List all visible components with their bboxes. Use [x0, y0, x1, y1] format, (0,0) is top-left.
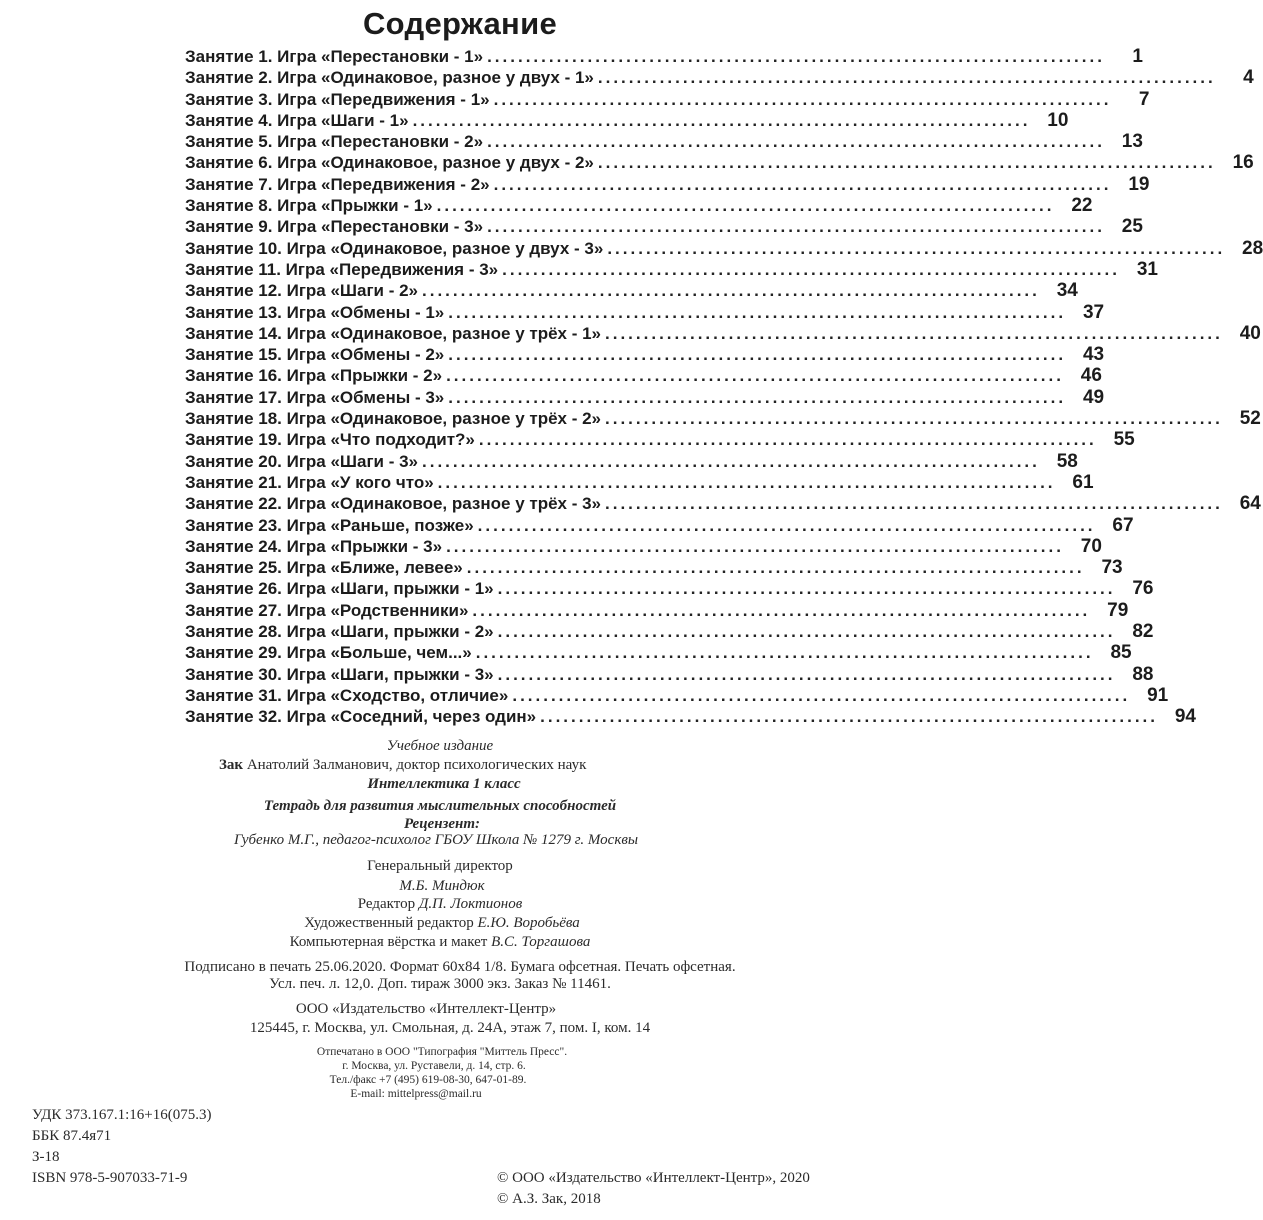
toc-entry-title: Занятие 15. Игра «Обмены - 2» — [185, 345, 445, 365]
toc-entry-title: Занятие 24. Игра «Прыжки - 3» — [185, 536, 443, 556]
toc-entry-title: Занятие 23. Игра «Раньше, позже» — [185, 515, 474, 535]
toc-leader-dots: ................................................................................ — [412, 110, 1031, 130]
toc-page-number: 10 — [1047, 109, 1069, 131]
toc-leader-dots: ................................................................................ — [487, 132, 1105, 152]
toc-entry-title: Занятие 2. Игра «Одинаковое, разное у двух - 1» — [185, 68, 594, 88]
toc-leader-dots: ................................................................................ — [607, 238, 1226, 258]
toc-entry — [185, 557, 1123, 579]
toc-entry — [185, 471, 1094, 493]
toc-entry-title: Занятие 22. Игра «Одинаковое, разное у трёх - 3» — [185, 494, 602, 514]
art-editor-label: Художественный редактор — [304, 915, 474, 931]
toc-page-number: 67 — [1112, 514, 1134, 536]
editor-line — [0, 896, 900, 913]
toc-page-number: 13 — [1121, 131, 1143, 153]
toc-leader-dots: ................................................................................ — [497, 579, 1116, 599]
toc-page-number: 73 — [1101, 557, 1123, 579]
toc-entry — [185, 258, 1158, 280]
toc-leader-dots: ................................................................................ — [446, 366, 1064, 386]
toc-entry — [185, 46, 1143, 67]
page-title: Содержание — [363, 6, 557, 41]
toc-entry — [185, 365, 1102, 387]
toc-leader-dots: ................................................................................ — [466, 558, 1085, 578]
isbn: ISBN 978-5-907033-71-9 — [32, 1170, 188, 1186]
print-info-1: Подписано в печать 25.06.2020. Формат 60х84 1/8. Бумага офсетная. Печать офсетная. — [184, 959, 736, 975]
toc-entry — [185, 429, 1135, 451]
toc-leader-dots: ................................................................................ — [437, 472, 1056, 492]
toc-entry-title: Занятие 29. Игра «Больше, чем...» — [185, 643, 472, 663]
publisher-address: 125445, г. Москва, ул. Смольная, д. 24А, этаж 7, пом. I, ком. 14 — [249, 1020, 651, 1036]
classification-codes — [32, 1107, 211, 1191]
toc-entry — [185, 642, 1132, 664]
toc-page-number: 40 — [1239, 322, 1261, 344]
book-subtitle: Тетрадь для развития мыслительных способностей — [263, 798, 617, 814]
toc-page-number: 46 — [1080, 365, 1102, 387]
toc-entry — [185, 663, 1154, 685]
author-surname: Зак — [219, 757, 244, 773]
toc-entry-title: Занятие 19. Игра «Что подходит?» — [185, 430, 475, 450]
toc-entry-title: Занятие 9. Игра «Перестановки - 3» — [185, 217, 484, 237]
toc-entry — [185, 88, 1150, 110]
toc-page-number: 55 — [1113, 429, 1135, 451]
toc-entry — [185, 237, 1263, 259]
printer-phone: Тел./факс +7 (495) 619-08-30, 647-01-89. — [329, 1074, 527, 1086]
printer-address: г. Москва, ул. Руставели, д. 14, стр. 6. — [342, 1060, 526, 1072]
toc-page-number: 16 — [1232, 152, 1254, 174]
copyright-block — [497, 1170, 810, 1212]
toc-leader-dots: ................................................................................ — [448, 302, 1067, 322]
toc-page-number: 58 — [1056, 450, 1078, 472]
toc-page-number: 1 — [1132, 46, 1143, 67]
reviewer-label: Рецензент: — [403, 816, 481, 832]
toc-entry — [185, 450, 1078, 472]
toc-entry-title: Занятие 27. Игра «Родственники» — [185, 600, 469, 620]
toc-entry — [185, 131, 1143, 153]
toc-leader-dots: ................................................................................ — [597, 153, 1216, 173]
toc-page-number: 94 — [1174, 706, 1196, 728]
layout-name: В.С. Торгашова — [491, 934, 591, 950]
toc-page-number: 61 — [1072, 471, 1094, 493]
toc-page-number: 19 — [1128, 173, 1150, 195]
toc-leader-dots: ................................................................................ — [493, 89, 1112, 109]
toc-page-number: 88 — [1132, 663, 1154, 685]
toc-entry-title: Занятие 16. Игра «Прыжки - 2» — [185, 366, 443, 386]
toc-entry — [185, 344, 1105, 366]
toc-page-number: 22 — [1071, 195, 1093, 217]
toc-leader-dots: ................................................................................ — [605, 323, 1223, 343]
toc-entry — [185, 280, 1078, 302]
toc-leader-dots: ................................................................................ — [448, 387, 1067, 407]
toc-entry-title: Занятие 14. Игра «Одинаковое, разное у трёх - 1» — [185, 323, 602, 343]
copyright-publisher: © ООО «Издательство «Интеллект-Центр», 2020 — [497, 1170, 810, 1186]
toc-entry — [185, 535, 1102, 557]
author-mark: З-18 — [32, 1149, 60, 1165]
toc-entry-title: Занятие 8. Игра «Прыжки - 1» — [185, 196, 433, 216]
toc-entry — [185, 621, 1154, 643]
director-name: М.Б. Миндюк — [399, 878, 485, 894]
copyright-author: © А.З. Зак, 2018 — [497, 1191, 601, 1207]
toc-leader-dots: ................................................................................ — [475, 643, 1094, 663]
toc-entry-title: Занятие 30. Игра «Шаги, прыжки - 3» — [185, 664, 494, 684]
art-editor-line — [0, 915, 902, 932]
toc-entry-title: Занятие 20. Игра «Шаги - 3» — [185, 451, 419, 471]
toc-leader-dots: ................................................................................ — [497, 622, 1116, 642]
toc-entry — [185, 684, 1169, 706]
toc-entry-title: Занятие 10. Игра «Одинаковое, разное у двух - 3» — [185, 238, 604, 258]
toc-leader-dots: ................................................................................ — [478, 430, 1097, 450]
toc-entry — [185, 578, 1154, 600]
editor-label: Редактор — [357, 896, 416, 912]
toc-entry — [185, 152, 1254, 174]
toc-entry — [185, 514, 1134, 536]
toc-entry — [185, 706, 1196, 728]
toc-entry-title: Занятие 25. Игра «Ближе, левее» — [185, 558, 463, 578]
editor-name: Д.П. Локтионов — [418, 896, 523, 912]
toc-page-number: 91 — [1147, 684, 1169, 706]
author-line — [219, 757, 586, 774]
toc-leader-dots: ................................................................................ — [436, 196, 1055, 216]
toc-leader-dots: ................................................................................ — [540, 707, 1158, 727]
toc-entry — [185, 493, 1261, 515]
book-title: Интеллектика 1 класс — [367, 776, 521, 792]
toc-leader-dots: ................................................................................ — [446, 536, 1064, 556]
reviewer: Губенко М.Г., педагог-психолог ГБОУ Школа № 1279 г. Москвы — [233, 832, 639, 848]
toc-entry-title: Занятие 1. Игра «Перестановки - 1» — [185, 47, 484, 66]
toc-entry — [185, 301, 1105, 323]
toc-leader-dots: ................................................................................ — [422, 281, 1040, 301]
toc-entry — [185, 599, 1129, 621]
toc-page-number: 79 — [1107, 599, 1129, 621]
toc-leader-dots: ................................................................................ — [472, 600, 1091, 620]
toc-entry-title: Занятие 13. Игра «Обмены - 1» — [185, 302, 445, 322]
toc-page-number: 37 — [1082, 301, 1105, 323]
toc-entry-title: Занятие 4. Игра «Шаги - 1» — [185, 110, 409, 130]
art-editor-name: Е.Ю. Воробьёва — [477, 915, 580, 931]
toc-page-number: 70 — [1080, 535, 1102, 557]
toc-entry-title: Занятие 5. Игра «Перестановки - 2» — [185, 132, 484, 152]
table-of-contents — [185, 46, 1263, 728]
toc-page-number: 28 — [1242, 237, 1263, 259]
toc-leader-dots: ................................................................................ — [487, 47, 1105, 66]
toc-page-number: 64 — [1239, 493, 1261, 515]
toc-entry-title: Занятие 17. Игра «Обмены - 3» — [185, 387, 445, 407]
toc-entry-title: Занятие 28. Игра «Шаги, прыжки - 2» — [185, 622, 494, 642]
toc-entry — [185, 67, 1254, 89]
toc-leader-dots: ................................................................................ — [448, 345, 1067, 365]
toc-page-number: 7 — [1138, 88, 1150, 110]
toc-leader-dots: ................................................................................ — [497, 664, 1116, 684]
toc-leader-dots: ................................................................................ — [512, 685, 1131, 705]
toc-entry-title: Занятие 31. Игра «Сходство, отличие» — [185, 685, 509, 705]
toc-entry-title: Занятие 7. Игра «Передвижения - 2» — [185, 174, 490, 194]
bbk-code: ББК 87.4я71 — [32, 1128, 112, 1144]
toc-page-number: 31 — [1136, 258, 1158, 280]
edition-type: Учебное издание — [386, 738, 494, 754]
toc-entry-title: Занятие 18. Игра «Одинаковое, разное у трёх - 2» — [185, 409, 602, 429]
toc-leader-dots: ................................................................................ — [605, 409, 1223, 429]
toc-page-number: 76 — [1132, 578, 1154, 600]
director-label: Генеральный директор — [367, 858, 513, 874]
udk-code: УДК 373.167.1:16+16(075.3) — [32, 1107, 212, 1123]
printer-name: Отпечатано в ООО "Типография "Миттель Пресс". — [316, 1046, 568, 1058]
toc-page-number: 25 — [1121, 216, 1143, 238]
layout-line — [0, 934, 900, 951]
toc-page-number: 4 — [1243, 67, 1254, 89]
toc-leader-dots: ................................................................................ — [605, 494, 1223, 514]
publisher-name: ООО «Издательство «Интеллект-Центр» — [295, 1001, 557, 1017]
toc-entry — [185, 173, 1150, 195]
toc-entry-title: Занятие 3. Игра «Передвижения - 1» — [185, 89, 490, 109]
toc-entry-title: Занятие 11. Игра «Передвижения - 3» — [185, 259, 499, 279]
toc-leader-dots: ................................................................................ — [422, 451, 1040, 471]
toc-leader-dots: ................................................................................ — [597, 68, 1216, 88]
toc-leader-dots: ................................................................................ — [502, 259, 1120, 279]
toc-entry — [185, 109, 1069, 131]
toc-entry-title: Занятие 21. Игра «У кого что» — [185, 472, 434, 492]
toc-entry — [185, 216, 1143, 238]
toc-leader-dots: ................................................................................ — [487, 217, 1105, 237]
toc-page-number: 82 — [1132, 621, 1154, 643]
toc-entry-title: Занятие 26. Игра «Шаги, прыжки - 1» — [185, 579, 494, 599]
toc-page-number: 49 — [1082, 386, 1105, 408]
print-info-2: Усл. печ. л. 12,0. Доп. тираж 3000 экз. Заказ № 11461. — [269, 976, 611, 992]
toc-leader-dots: ................................................................................ — [493, 174, 1112, 194]
toc-leader-dots: ................................................................................ — [477, 515, 1096, 535]
toc-page-number: 52 — [1239, 408, 1261, 430]
layout-label: Компьютерная вёрстка и макет — [289, 934, 488, 950]
toc-page-number: 34 — [1056, 280, 1078, 302]
toc-entry-title: Занятие 6. Игра «Одинаковое, разное у двух - 2» — [185, 153, 594, 173]
author-details: Анатолий Залманович, доктор психологических наук — [246, 757, 587, 773]
toc-entry — [185, 322, 1261, 344]
toc-entry-title: Занятие 32. Игра «Соседний, через один» — [185, 707, 537, 727]
printer-email: E-mail: mittelpress@mail.ru — [350, 1088, 482, 1100]
toc-entry — [185, 386, 1105, 408]
toc-entry-title: Занятие 12. Игра «Шаги - 2» — [185, 281, 419, 301]
toc-entry — [185, 195, 1093, 217]
toc-page-number: 43 — [1082, 344, 1105, 366]
toc-entry — [185, 408, 1261, 430]
toc-page-number: 85 — [1110, 642, 1132, 664]
